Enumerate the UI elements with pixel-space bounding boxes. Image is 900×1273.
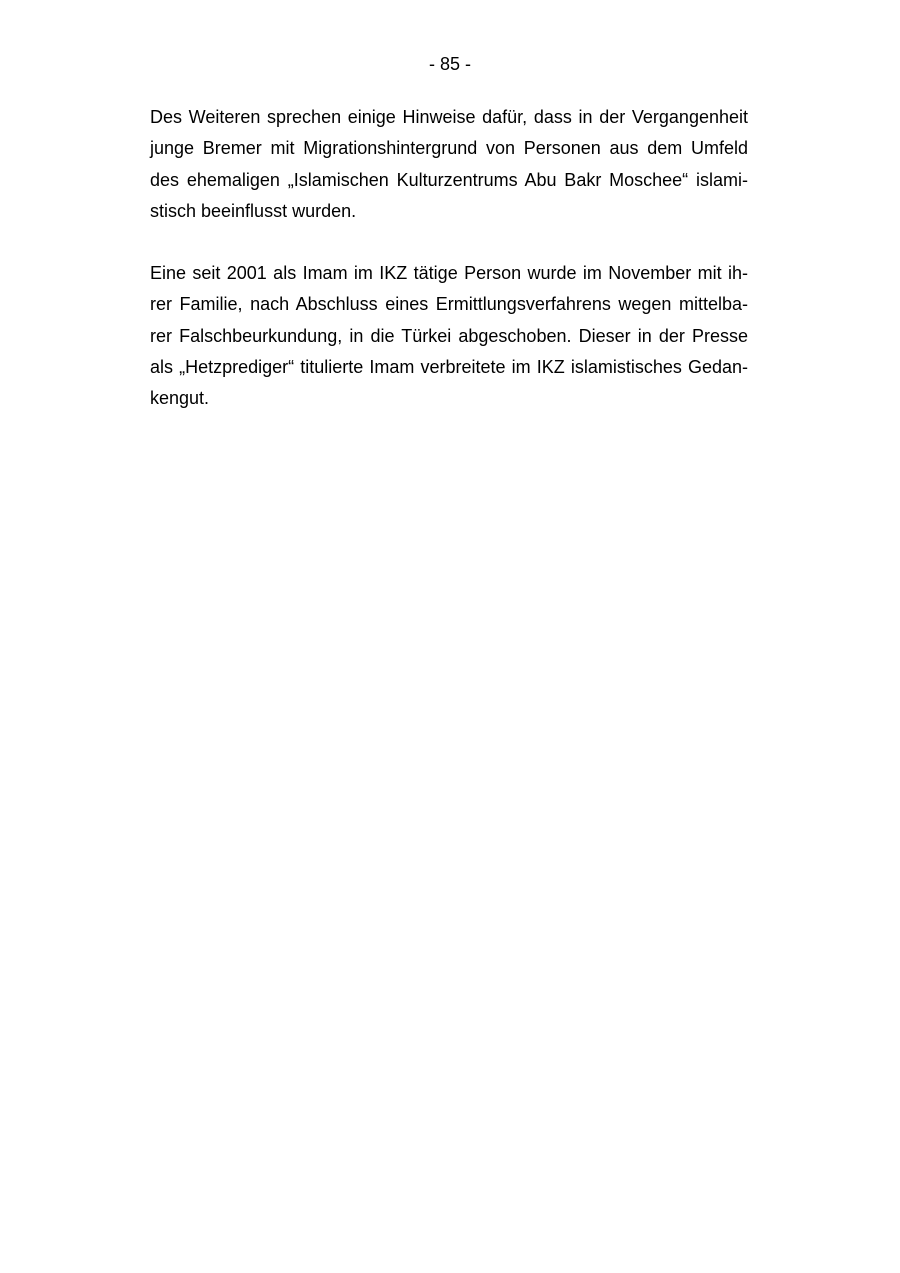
paragraph-line: Des Weiteren sprechen einige Hinweise dafür, dass in der Vergangenheit (150, 107, 748, 127)
paragraph-2 (150, 258, 748, 414)
page-number: - 85 - (428, 54, 471, 74)
paragraph-line: Eine seit 2001 als Imam im IKZ tätige Person wurde im November mit ih- (150, 263, 748, 283)
paragraph-line: junge Bremer mit Migrationshintergrund von Personen aus dem Umfeld (150, 138, 748, 159)
paragraph-line: rer Familie, nach Abschluss eines Ermittlungsverfahrens wegen mittelba- (150, 294, 748, 315)
paragraph-line: rer Falschbeurkundung, in die Türkei abgeschoben. Dieser in der Presse (150, 325, 748, 346)
paragraph-line: als „Hetzprediger“ titulierte Imam verbreitete im IKZ islamistisches Gedan- (150, 356, 748, 377)
paragraph-1 (150, 102, 748, 227)
paragraph-line: kengut. (150, 388, 210, 409)
paragraph-line: stisch beeinflusst wurden. (150, 200, 357, 221)
paragraph-line: des ehemaligen „Islamischen Kulturzentrums Abu Bakr Moschee“ islami- (150, 169, 748, 190)
